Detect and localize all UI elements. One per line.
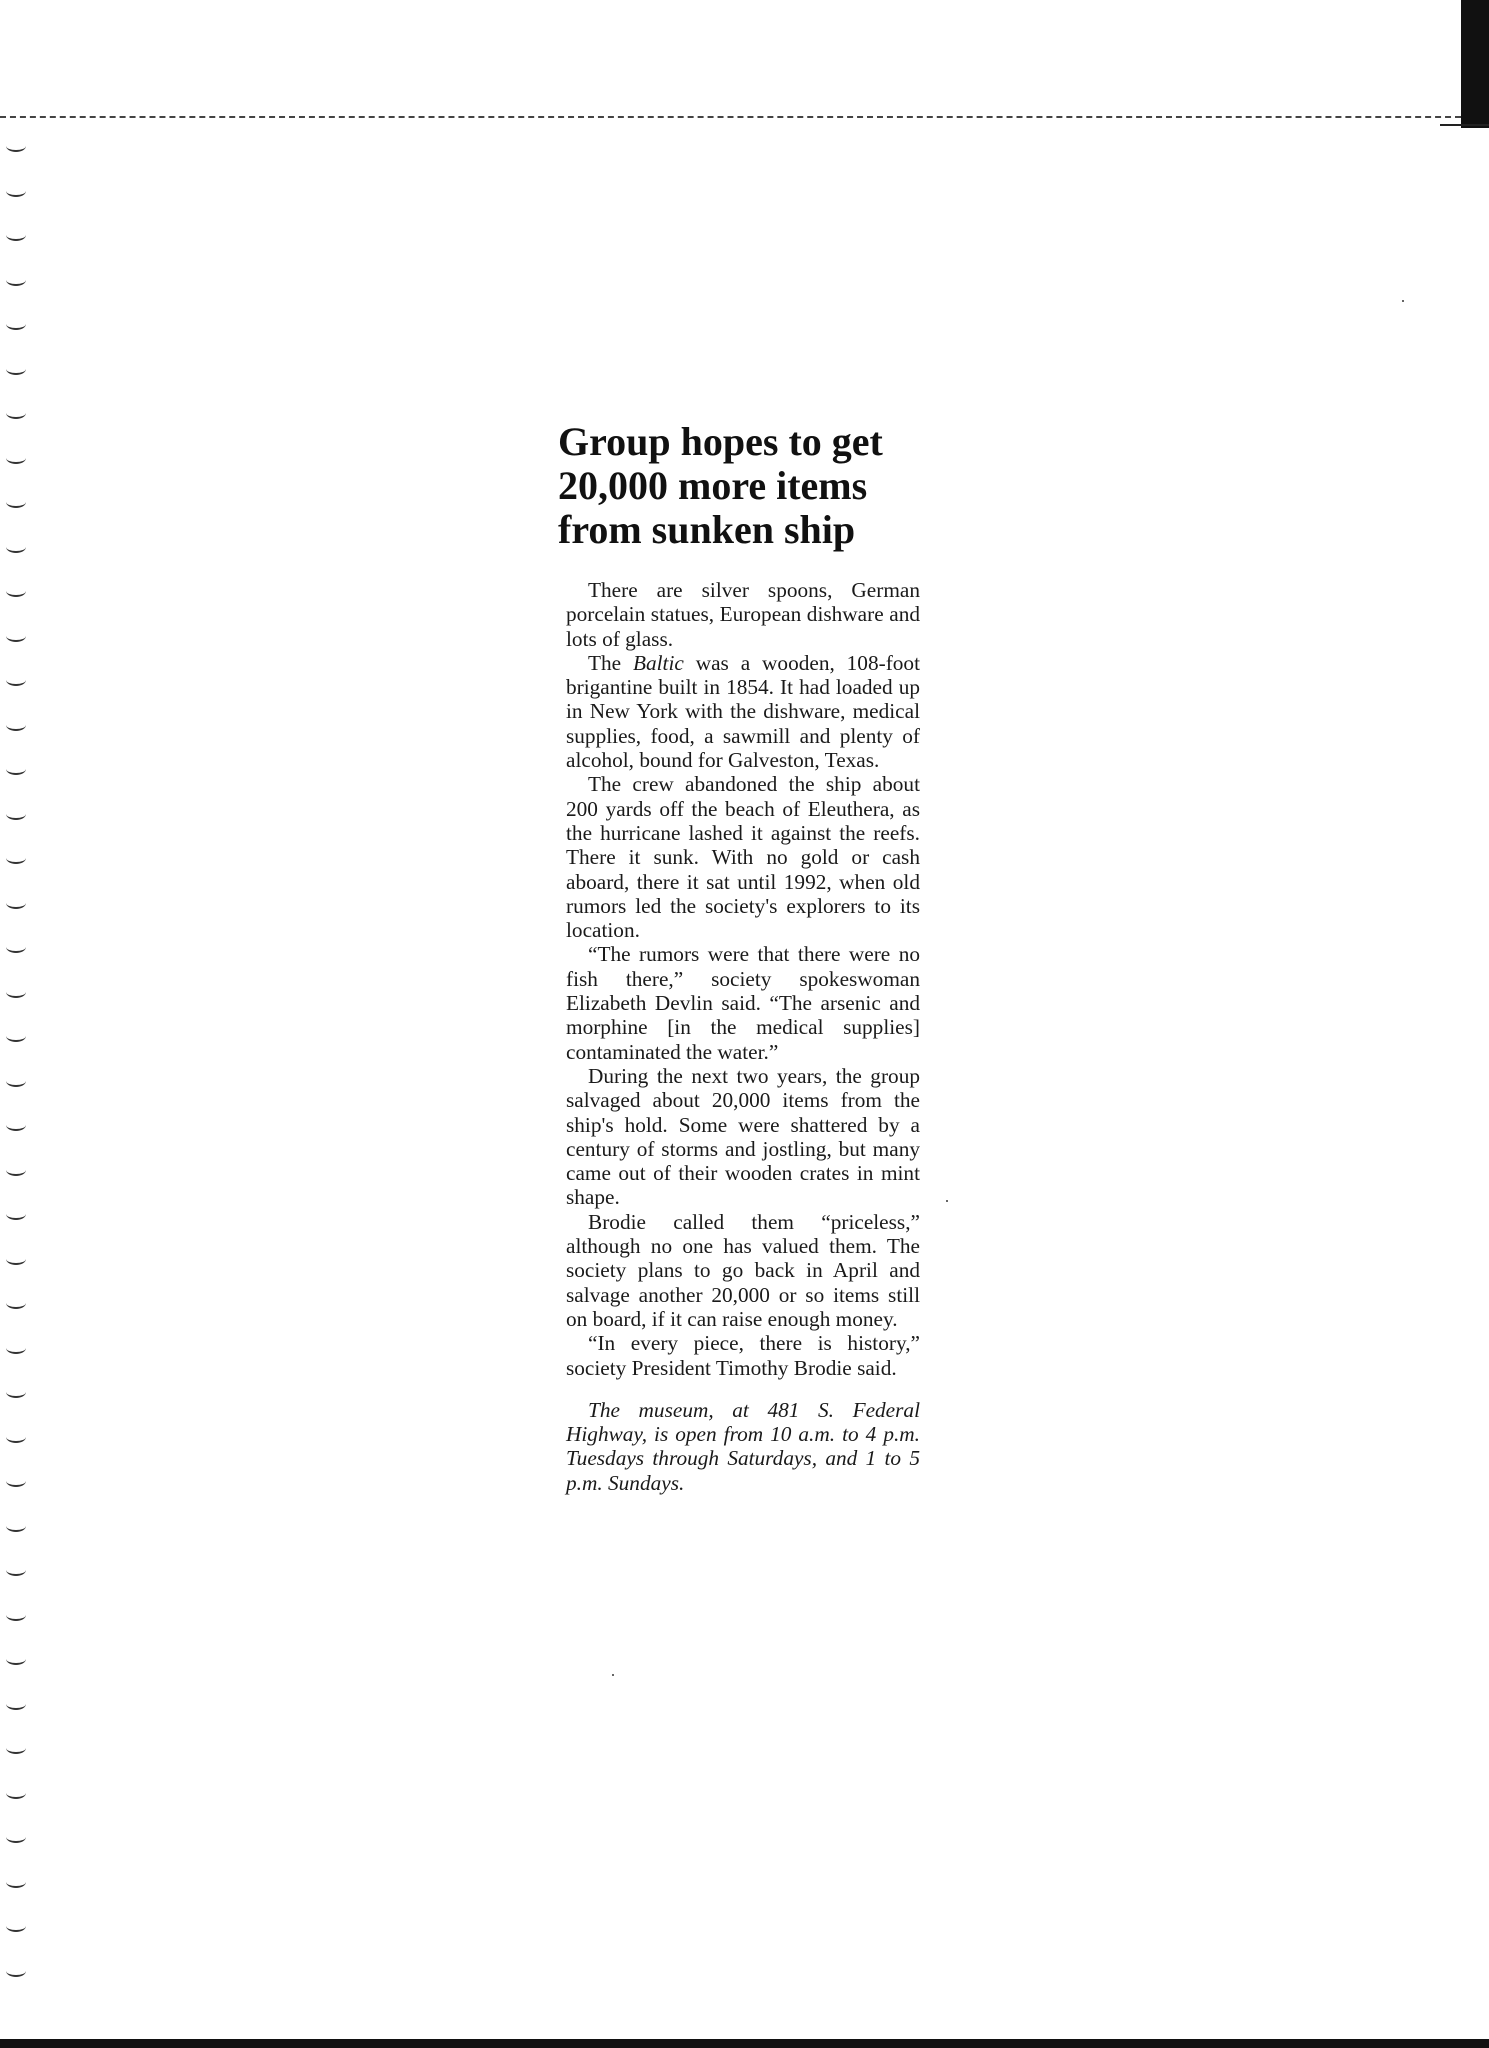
margin-perforations	[6, 140, 34, 2020]
perforation-mark	[6, 630, 26, 642]
perforation-mark	[6, 363, 26, 375]
scan-speck	[612, 1674, 614, 1676]
perforation-mark	[6, 1920, 26, 1932]
perforation-mark	[6, 318, 26, 330]
perforation-mark	[6, 763, 26, 775]
article-paragraph: There are silver spoons, German porcelain statues, European dishware and lots of glass.	[566, 578, 920, 651]
perforation-mark	[6, 1475, 26, 1487]
perforation-mark	[6, 1119, 26, 1131]
perforation-mark	[6, 897, 26, 909]
news-article	[558, 420, 920, 1495]
top-rule-segment	[1440, 124, 1489, 126]
scan-edge-corner	[1461, 0, 1489, 128]
scan-edge-bottom	[0, 2039, 1489, 2048]
headline-line: Group hopes to get	[558, 419, 883, 464]
article-headline	[558, 420, 920, 552]
perforation-mark	[6, 407, 26, 419]
perforation-mark	[6, 274, 26, 286]
headline-line: 20,000 more items	[558, 463, 868, 508]
perforation-mark	[6, 1386, 26, 1398]
perforation-mark	[6, 852, 26, 864]
perforation-mark	[6, 719, 26, 731]
perforation-mark	[6, 1831, 26, 1843]
article-body	[566, 578, 920, 1495]
article-paragraph: “In every piece, there is history,” society President Timothy Brodie said.	[566, 1331, 920, 1380]
top-dashed-rule	[0, 116, 1461, 118]
perforation-mark	[6, 1075, 26, 1087]
perforation-mark	[6, 986, 26, 998]
perforation-mark	[6, 1564, 26, 1576]
article-paragraph: During the next two years, the group salvaged about 20,000 items from the ship's hold. Some were shattered by a century of storms and jostling, but many came out of their wooden crates in mint shape.	[566, 1063, 920, 1210]
scan-speck	[946, 1200, 948, 1202]
perforation-mark	[6, 1164, 26, 1176]
perforation-mark	[6, 541, 26, 553]
museum-info-tagline: The museum, at 481 S. Federal Highway, is open from 10 a.m. to 4 p.m. Tuesdays through Saturdays, and 1 to 5 p.m. Sundays.	[566, 1397, 920, 1495]
article-paragraph: “The rumors were that there were no fish there,” society spokeswoman Elizabeth Devlin said. “The arsenic and morphine [in the medical supplies] contaminated the water.”	[566, 942, 920, 1064]
perforation-mark	[6, 1698, 26, 1710]
perforation-mark	[6, 452, 26, 464]
headline-line: from sunken ship	[558, 507, 856, 552]
perforation-mark	[6, 1787, 26, 1799]
perforation-mark	[6, 1431, 26, 1443]
perforation-mark	[6, 585, 26, 597]
perforation-mark	[6, 808, 26, 820]
perforation-mark	[6, 674, 26, 686]
perforation-mark	[6, 1653, 26, 1665]
article-paragraph: The crew abandoned the ship about 200 yards off the beach of Eleuthera, as the hurricane lashed it against the reefs. There it sunk. With no gold or cash aboard, there it sat until 1992, when old rumors led the society's explorers to its location.	[566, 772, 920, 943]
perforation-mark	[6, 1297, 26, 1309]
perforation-mark	[6, 229, 26, 241]
article-paragraph: The Baltic was a wooden, 108-foot brigantine built in 1854. It had loaded up in New York with the dishware, medical supplies, food, a sawmill and plenty of alcohol, bound for Galveston, Texas.	[566, 650, 920, 773]
perforation-mark	[6, 1609, 26, 1621]
perforation-mark	[6, 1965, 26, 1977]
perforation-mark	[6, 496, 26, 508]
perforation-mark	[6, 185, 26, 197]
article-paragraph: Brodie called them “priceless,” although no one has valued them. The society plans to go back in April and salvage another 20,000 or so items still on board, if it can raise enough money.	[566, 1209, 920, 1331]
perforation-mark	[6, 1520, 26, 1532]
perforation-mark	[6, 1342, 26, 1354]
perforation-mark	[6, 1742, 26, 1754]
perforation-mark	[6, 1208, 26, 1220]
ship-name: Baltic	[632, 650, 684, 675]
perforation-mark	[6, 1876, 26, 1888]
perforation-mark	[6, 941, 26, 953]
perforation-mark	[6, 1253, 26, 1265]
perforation-mark	[6, 1030, 26, 1042]
perforation-mark	[6, 140, 26, 152]
scan-speck	[1402, 300, 1404, 302]
